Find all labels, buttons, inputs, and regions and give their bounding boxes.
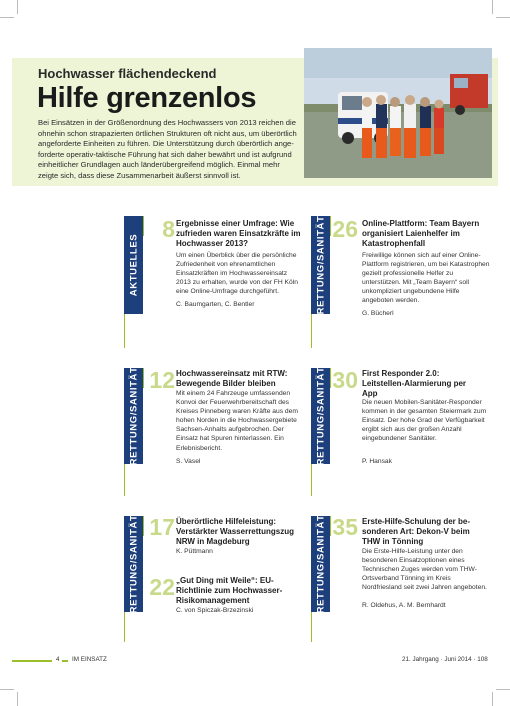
- article-title: Überörtliche Hilfeleistung: Verstärkter Wasserrettungszug NRW in Magdeburg: [176, 517, 294, 546]
- article-author: P. Hansak: [362, 458, 392, 465]
- crop-mark: [492, 692, 493, 706]
- page-headline: Hilfe grenzenlos: [37, 82, 257, 114]
- article-teaser: Mit einem 24 Fahrzeuge umfassenden Konvoi der Feuerwehrbereitschaft des Kreises Pinneberg waren Kräfte aus dem hohen Norden in die Hochwassergebiete Sachsen-Anhalts aufgebrochen. Der Einsatz hat Spuren hinterlassen. Ein Erlebnisbericht.: [176, 390, 298, 452]
- article-title: Ergebnisse einer Umfrage: Wie zufrieden waren Einsatzkräfte im Hochwasser 2013?: [176, 219, 301, 248]
- column-divider: [311, 314, 312, 348]
- header-photo: [304, 48, 492, 178]
- article-author: S. Vasel: [176, 458, 201, 465]
- article-author: R. Oldehus, A. M. Bernhardt: [362, 602, 446, 609]
- header-kicker: Hochwasser flächendeckend: [38, 66, 217, 81]
- column-divider: [124, 612, 125, 642]
- section-tab-aktuelles: [124, 216, 143, 314]
- crop-mark: [496, 17, 510, 18]
- section-label: RETTUNG/SANITÄT: [315, 366, 326, 466]
- article-title: Online-Plattform: Team Bayern organisiert Laienhelfer im Katastrophenfall: [362, 219, 480, 248]
- section-label: AKTUELLES: [128, 233, 139, 297]
- article-author: C. Baumgarten, C. Bentler: [176, 301, 255, 308]
- article-title: Erste-Hilfe-Schulung der besonderen Art: Dekon-V beim THW in Tönning: [362, 517, 471, 546]
- article-teaser: Freiwillige können sich auf einer Online-Plattform registrieren, um bei Katastrophen gezielt professionelle Helfer zu unterstützen. Mit „Team Bayern“ soll unkompliziert ungebundene Hilfe angeboten werden.: [362, 252, 490, 305]
- column-divider: [143, 368, 144, 388]
- section-tab-rettung-sanitaet: [124, 368, 143, 464]
- section-label: RETTUNG/SANITÄT: [128, 366, 139, 466]
- section-tab-rettung-sanitaet: [124, 516, 143, 612]
- article-page-number: 8: [162, 216, 175, 242]
- article-title: „Gut Ding mit Weile“: EU-Richtlinie zum Hochwasser-Risikomanagement: [176, 576, 283, 605]
- section-label: RETTUNG/SANITÄT: [128, 514, 139, 614]
- section-label: RETTUNG/SANITÄT: [315, 514, 326, 614]
- article-author: K. Püttmann: [176, 548, 213, 555]
- article-page-number: 22: [149, 574, 175, 600]
- footer-bar-left: [12, 660, 52, 662]
- footer-magazine-name: IM EINSATZ: [72, 656, 107, 663]
- crop-mark: [17, 0, 18, 14]
- article-page-number: 30: [332, 367, 358, 393]
- article-teaser: Um einen Überblick über die persönliche Zufriedenheit von ehrenamtlichen Einsatzkräften im Hochwassereinsatz 2013 zu erhalten, wurde von der FH Köln eine Online-Umfrage durchgeführt.: [176, 252, 298, 296]
- section-tab-rettung-sanitaet: [311, 516, 330, 612]
- intro-paragraph: Bei Einsätzen in der Größenordnung des Hochwassers von 2013 reichen die ohnehin schon strapazierten örtlichen Strukturen oft nicht aus, um überörtlich angeforderte Einheiten zu führen. Die Unterstützung durch überörtlich angeforderte operativ-taktische Führung hat sich daher bewährt und ist aufgrund einheitlicher Grundlagen auch länderübergreifend möglich. Einmal mehr zeigte sich, dass diese Zusammenarbeit äußerst sinnvoll ist.: [38, 118, 297, 180]
- crop-mark: [17, 692, 18, 706]
- article-author: C. von Spiczak-Brzezinski: [176, 607, 254, 614]
- article-page-number: 35: [332, 514, 358, 540]
- crop-mark: [496, 689, 510, 690]
- column-divider: [311, 612, 312, 642]
- crop-mark: [0, 689, 14, 690]
- article-page-number: 12: [149, 367, 175, 393]
- footer-bar-mid: [62, 660, 68, 662]
- article-author: G. Bücherl: [362, 310, 394, 317]
- crop-mark: [0, 17, 14, 18]
- footer-page-number: 4: [56, 656, 60, 663]
- column-divider: [124, 464, 125, 496]
- column-divider: [143, 516, 144, 536]
- article-teaser: Die Erste-Hilfe-Leistung unter den besonderen Einsatzoptionen eines Technischen Zuges werden vom THW-Ortsverband Tönning im Kreis Nordfriesland seit zwei Jahren angeboten.: [362, 548, 487, 592]
- column-divider: [311, 464, 312, 496]
- column-divider: [143, 216, 144, 236]
- section-tab-rettung-sanitaet: [311, 216, 330, 314]
- column-divider: [124, 314, 125, 348]
- article-page-number: 17: [149, 514, 175, 540]
- section-label: RETTUNG/SANITÄT: [315, 215, 326, 315]
- article-title: First Responder 2.0: Leitstellen-Alarmierung per App: [362, 369, 467, 398]
- article-teaser: Die neuen Mobilen-Sanitäter-Responder kommen in der gesamten Steiermark zum Einsatz. Der hohe Grad der Verfügbarkeit ergibt sich aus der großen Anzahl eingebundener Sanitäter.: [362, 399, 487, 443]
- section-tab-rettung-sanitaet: [311, 368, 330, 464]
- article-title: Hochwassereinsatz mit RTW: Bewegende Bilder bleiben: [176, 369, 288, 388]
- crop-mark: [492, 0, 493, 14]
- footer-issue: 21. Jahrgang · Juni 2014 · 108: [402, 656, 488, 663]
- article-page-number: 26: [332, 216, 358, 242]
